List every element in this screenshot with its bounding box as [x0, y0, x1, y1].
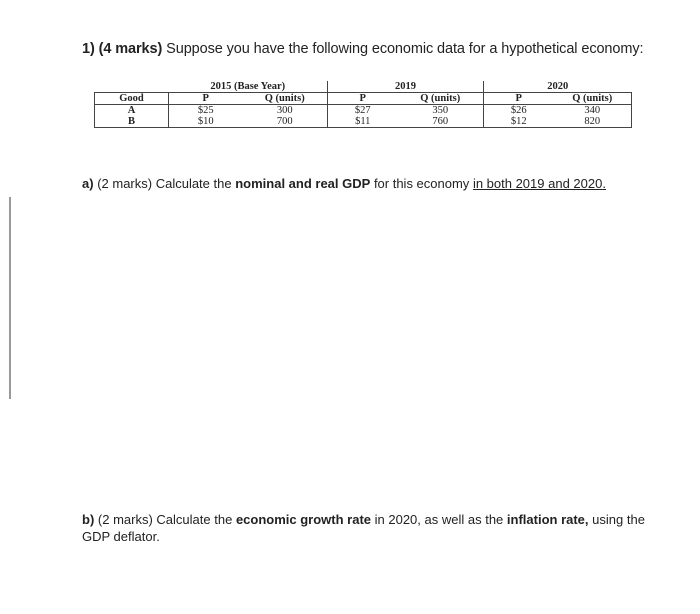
part-a-underlined-text: in both 2019 and 2020: [472, 176, 603, 191]
part-b-text: Calculate the: [156, 512, 233, 527]
quantity-cell: 820: [554, 116, 632, 128]
price-cell: $25: [197, 105, 214, 116]
part-b-label: b): [82, 512, 95, 527]
question-title: [82, 41, 643, 57]
part-a-text: Calculate the: [155, 176, 232, 191]
part-a-underlined: [473, 176, 606, 191]
part-b-question: [82, 511, 652, 545]
part-a-text-2: for this economy: [373, 176, 470, 191]
quantity-cell: 760: [398, 116, 484, 128]
part-a-period: .: [602, 176, 606, 191]
part-b-marks: (2 marks): [97, 512, 153, 527]
header-quantity-2015: Q (units): [243, 93, 328, 105]
price-cell: $12: [484, 116, 554, 128]
quantity-cell: 350: [432, 105, 449, 116]
price-cell: $11: [328, 116, 398, 128]
quantity-cell: 340: [554, 105, 632, 117]
table-row: [95, 116, 632, 128]
header-price-2019: P: [328, 93, 398, 105]
part-b-text-2: in 2020, as well as the: [374, 512, 504, 527]
year-2020-header: 2020: [484, 81, 632, 93]
part-a-label: a): [82, 176, 94, 191]
left-margin-rule: [9, 197, 11, 399]
price-cell: $10: [169, 116, 243, 128]
price-cell: $26: [484, 105, 554, 117]
year-corner-cell: [95, 81, 169, 93]
quantity-cell: 300: [276, 105, 293, 116]
good-cell: B: [95, 116, 169, 128]
header-price-2020: P: [484, 93, 554, 105]
part-b-text-3: using the GDP deflator.: [82, 512, 645, 544]
year-2019-header: 2019: [328, 81, 484, 93]
question-marks: (4 marks): [98, 41, 163, 57]
question-text: Suppose you have the following economic data for a hypothetical economy:: [166, 41, 644, 57]
table-header-row: [95, 93, 632, 105]
price-cell: $27: [328, 105, 398, 117]
year-2015-header: 2015 (Base Year): [169, 81, 328, 93]
table-year-row: [95, 81, 632, 93]
question-number: 1): [82, 41, 95, 57]
header-price-2015: P: [169, 93, 243, 105]
part-b-emphasis-inflation: inflation rate,: [506, 512, 589, 527]
part-a-question: [82, 175, 606, 192]
header-good: Good: [95, 93, 169, 105]
part-b-emphasis-growth: economic growth rate: [235, 512, 372, 527]
part-a-emphasis: nominal and real GDP: [235, 176, 371, 191]
economic-data-table: [94, 81, 632, 128]
quantity-cell: 700: [243, 116, 328, 128]
header-quantity-2019: Q (units): [398, 93, 484, 105]
header-quantity-2020: Q (units): [554, 93, 632, 105]
table-row: [95, 105, 632, 117]
good-cell: A: [95, 105, 169, 117]
part-a-marks: (2 marks): [97, 176, 153, 191]
